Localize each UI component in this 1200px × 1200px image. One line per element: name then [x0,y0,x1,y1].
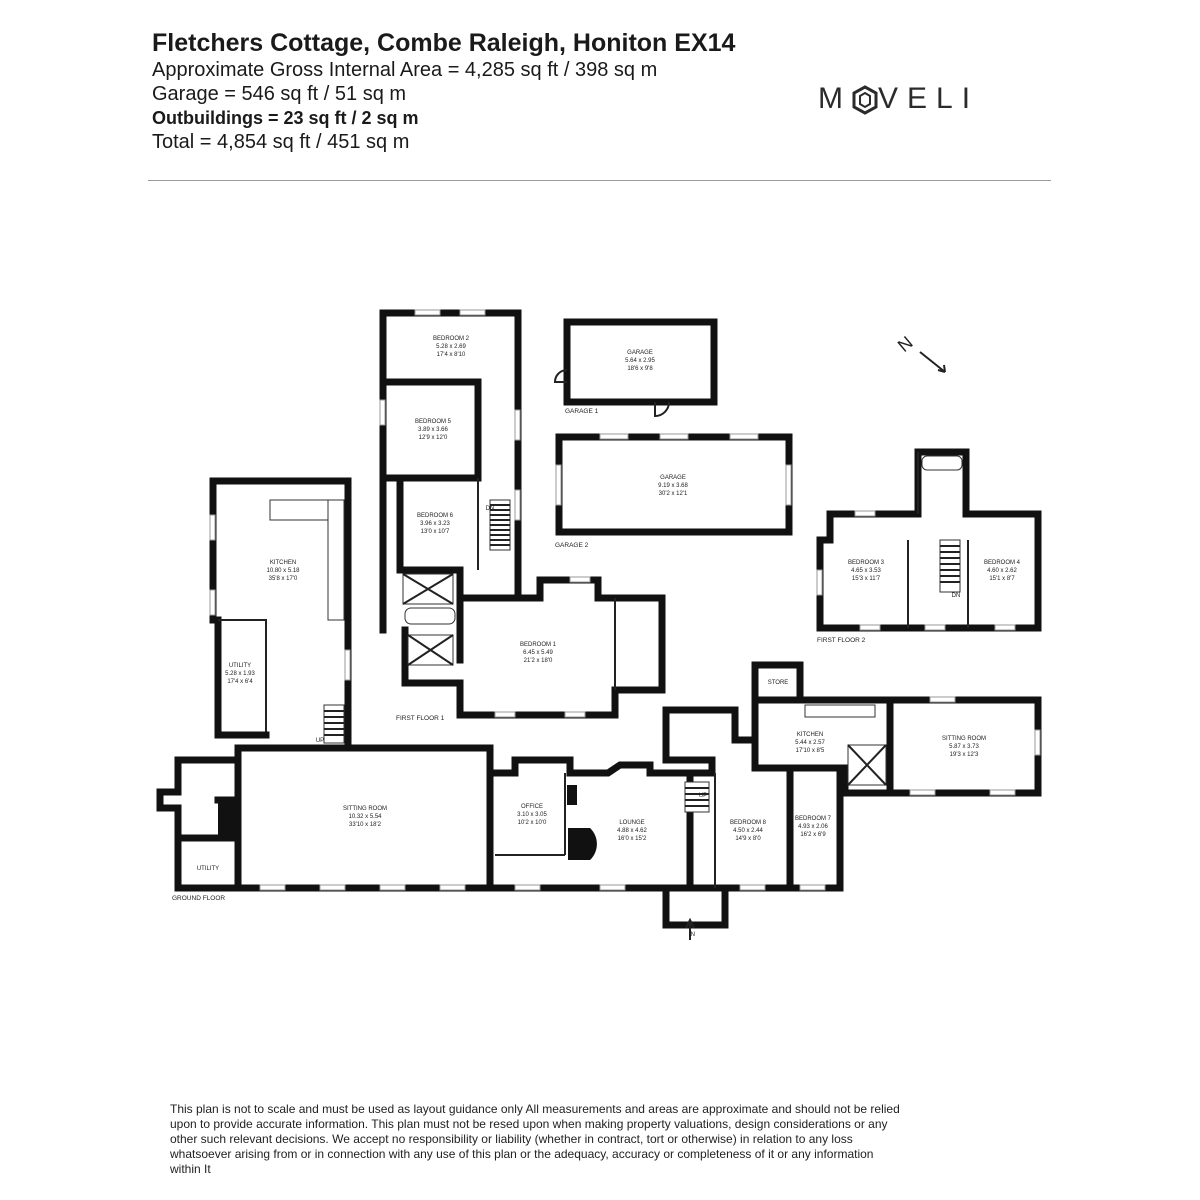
kitchen-annex-metric: 5.44 x 2.57 [795,740,825,746]
bedroom-5-name: BEDROOM 5 [414,419,452,425]
bedroom-7-metric: 4.93 x 2.06 [798,824,828,830]
bedroom-7-imperial: 16'2 x 6'9 [800,832,826,838]
bedroom-4-imperial: 15'1 x 8'7 [989,576,1015,582]
bedroom-1-imperial: 21'2 x 18'0 [523,658,553,664]
first-floor-2-label: FIRST FLOOR 2 [817,637,866,644]
bedroom-2-name: BEDROOM 2 [432,336,470,342]
window [855,511,875,516]
bedroom-3-metric: 4.65 x 3.53 [851,568,881,574]
garage-small-metric: 5.64 x 2.95 [625,358,655,364]
gross-area-line: Approximate Gross Internal Area = 4,285 sq ft / 398 sq m [152,59,658,81]
window [260,885,285,890]
window [930,697,955,702]
garage-1 [555,322,714,416]
window [786,465,791,505]
window [600,885,625,890]
garage-2-label: GARAGE 2 [555,542,589,549]
window [990,790,1015,795]
sitting-annex-metric: 5.87 x 3.73 [949,744,979,750]
garage-small-name: GARAGE [627,350,653,356]
outbuildings-area-line: Outbuildings = 23 sq ft / 2 sq m [152,108,419,128]
utility-upper-metric: 5.28 x 1.93 [225,671,255,677]
kitchen-main-metric: 10.80 x 5.18 [266,568,300,574]
bedroom-8-name: BEDROOM 8 [729,820,767,826]
stair-down-marker-2: DN [951,593,961,599]
bedroom-5-metric: 3.89 x 3.66 [418,427,448,433]
bedroom-6-imperial: 13'0 x 10'7 [420,529,450,535]
window [740,885,765,890]
window [210,590,215,615]
garage-large-imperial: 30'2 x 12'1 [658,491,688,497]
window [1035,730,1040,755]
entrance-marker: IN [689,932,695,938]
first-floor-1 [380,310,662,722]
bath [922,456,962,470]
office-metric: 3.10 x 3.05 [517,812,547,818]
window [515,490,520,520]
window [910,790,935,795]
sitting-main-name: SITTING ROOM [343,806,387,812]
first-floor-2 [817,452,1038,644]
store-name: STORE [767,680,789,686]
window [565,712,585,717]
page-title: Fletchers Cottage, Combe Raleigh, Honiton EX14 [152,29,736,57]
bedroom-8-imperial: 14'9 x 8'0 [735,836,761,842]
stair-up-marker: UP [315,738,325,744]
lounge-imperial: 16'0 x 15'2 [617,836,647,842]
north-marker: N [893,332,917,356]
bedroom-2-metric: 5.28 x 2.69 [436,344,466,350]
window [345,650,350,680]
bedroom-3-name: BEDROOM 3 [847,560,885,566]
window [415,310,440,315]
office-imperial: 10'2 x 10'0 [517,820,547,826]
bedroom-2-imperial: 17'4 x 8'10 [436,352,466,358]
window [210,515,215,540]
window [495,712,515,717]
stair-down-marker: DN [485,506,495,512]
sitting-annex-name: SITTING ROOM [942,736,986,742]
sitting-annex-imperial: 19'3 x 12'3 [949,752,979,758]
garage-small-imperial: 18'6 x 9'8 [627,366,653,372]
window [515,885,540,890]
window [860,625,880,630]
garage-large-metric: 9.19 x 3.68 [658,483,688,489]
fireplace [568,828,597,860]
window [817,570,822,595]
window [570,577,590,582]
garage-2 [555,434,791,549]
bedroom-7-name: BEDROOM 7 [794,816,832,822]
north-arrow [894,332,945,372]
kitchen-counter [805,705,875,717]
chimney [218,800,236,838]
logo-text-left: M [818,82,852,115]
window [600,434,628,439]
bedroom-6-metric: 3.96 x 3.23 [420,521,450,527]
utility-upper-imperial: 17'4 x 6'4 [227,679,253,685]
bedroom-4-name: BEDROOM 4 [983,560,1021,566]
bedroom-6-name: BEDROOM 6 [416,513,454,519]
kitchen-annex-name: KITCHEN [796,732,824,738]
window [380,400,385,425]
utility-lower-name: UTILITY [196,866,220,872]
office-name: OFFICE [521,804,543,810]
logo-text-right: VELI [878,82,980,115]
garage-area-line: Garage = 546 sq ft / 51 sq m [152,83,407,105]
sitting-main-imperial: 33'10 x 18'2 [349,822,381,828]
window [660,434,688,439]
window [380,885,405,890]
lounge-metric: 4.88 x 4.62 [617,828,647,834]
bedroom-1-name: BEDROOM 1 [519,642,557,648]
garage-large-name: GARAGE [660,475,686,481]
bath [405,608,455,624]
window [556,465,561,505]
kitchen-annex-imperial: 17'10 x 8'5 [795,748,825,754]
kitchen-main-imperial: 35'8 x 17'0 [268,576,298,582]
bedroom-3-imperial: 15'3 x 11'7 [851,576,881,582]
bedroom-1-metric: 6.45 x 5.49 [523,650,553,656]
total-area-line: Total = 4,854 sq ft / 451 sq m [152,131,410,153]
window [440,885,465,890]
chimney-breast [567,785,577,805]
lounge-name: LOUNGE [619,820,645,826]
kitchen-counter [270,500,330,520]
disclaimer: This plan is not to scale and must be used as layout guidance only All measurements and areas are approximate and should not be relied upon to provide accurate information. This plan must not be resed upon when making property valuations, design considerations or any other such relevant decisions. We accept no responsibility or liability (whether in contract, tort or otherwise) in relation to any loss whatsoever arising from or in connection with any use of this plan or the adequacy, accuracy or completeness of it or any information within It [170,1102,900,1176]
window [515,410,520,440]
staircase [940,540,960,592]
bedroom-8-metric: 4.50 x 2.44 [733,828,763,834]
window [800,885,825,890]
window [925,625,945,630]
stair-up-marker-2: UP [698,793,708,799]
kitchen-main-name: KITCHEN [269,560,297,566]
window [460,310,485,315]
sitting-main-metric: 10.32 x 5.54 [348,814,382,820]
window [320,885,345,890]
first-floor-1-label: FIRST FLOOR 1 [396,715,445,722]
ground-floor-label: GROUND FLOOR [172,895,226,902]
bedroom-5-imperial: 12'9 x 12'0 [418,435,448,441]
window [995,625,1015,630]
kitchen-counter [328,500,344,620]
utility-upper-name: UTILITY [228,663,252,669]
garage-1-label: GARAGE 1 [565,408,599,415]
window [730,434,758,439]
bedroom-4-metric: 4.60 x 2.62 [987,568,1017,574]
